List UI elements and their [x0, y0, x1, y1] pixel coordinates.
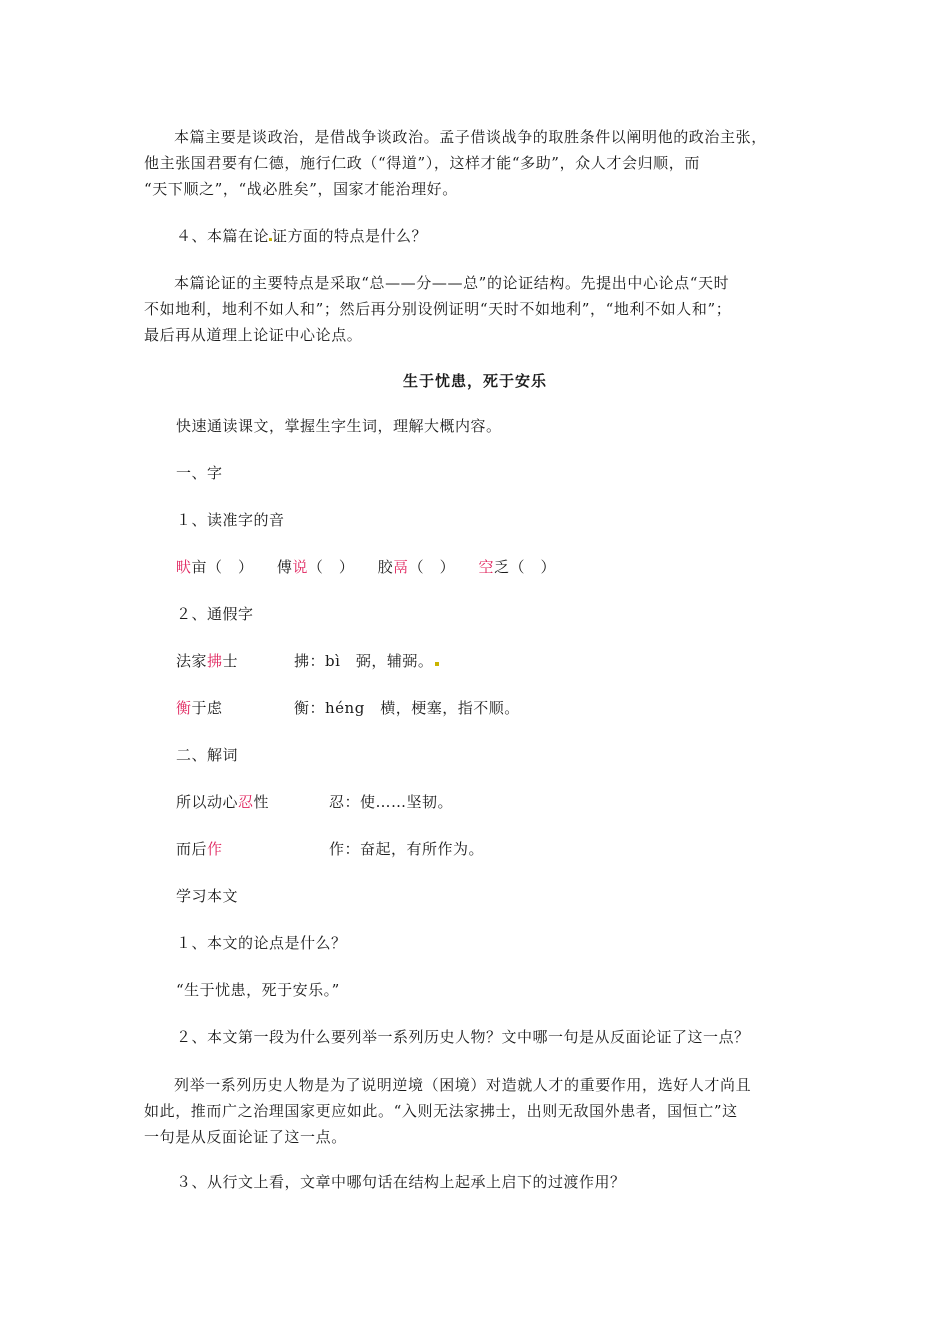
text-line: “天下顺之”，“战必胜矣”，国家才能治理好。 — [144, 180, 458, 198]
question-4-part-b: 证方面的特点是什么？ — [272, 227, 428, 245]
text-line: 最后再从道理上论证中心论点。 — [144, 326, 363, 344]
pron-item-1: 畎亩（ ） — [176, 558, 254, 576]
pron-item-2: 傅说（ ） — [276, 558, 355, 576]
text-line: 一句是从反面论证了这一点。 — [144, 1128, 347, 1146]
pron-item-4: 空乏（ ） — [478, 558, 556, 576]
section-characters: 一、字 — [176, 464, 223, 482]
tongjia-row-2: 衡于虑 — [176, 699, 223, 717]
question-4 — [176, 226, 427, 246]
answer-1: “生于忧患，死于安乐。” — [176, 981, 340, 999]
text-line: 本篇论证的主要特点是采取“总——分——总”的论证结构。先提出中心论点“天时 — [174, 274, 730, 292]
intro-text: 快速通读课文，掌握生字生词，理解大概内容。 — [176, 417, 502, 435]
paragraph-argument-structure — [144, 270, 810, 348]
pron-item-3: 胶鬲（ ） — [377, 558, 456, 576]
word-note-1: 忍：使……坚韧。 — [329, 793, 454, 811]
subsection-pronunciation: １、读准字的音 — [176, 511, 285, 529]
pronunciation-row — [176, 557, 556, 577]
question-2: ２、本文第一段为什么要列举一系列历史人物？文中哪一句是从反面论证了这一点？ — [176, 1028, 750, 1046]
section-title: 生于忧患，死于安乐 — [402, 372, 547, 390]
text-line: 本篇主要是谈政治，是借战争谈政治。孟子借谈战争的取胜条件以阐明他的政治主张， — [174, 128, 767, 146]
word-note-2: 作：奋起，有所作为。 — [329, 840, 485, 858]
word-row-2: 而后作 — [176, 840, 223, 858]
text-line: 他主张国君要有仁德，施行仁政（“得道”），这样才能“多助”，众人才会归顺，而 — [144, 154, 700, 172]
subsection-tongjia: ２、通假字 — [176, 605, 254, 623]
section-word-explanation: 二、解词 — [176, 746, 239, 764]
section-study: 学习本文 — [176, 887, 239, 905]
question-4-part-a: ４、本篇在论 — [176, 227, 270, 245]
tongjia-note-1: 拂：bì 弼，辅弼。 — [294, 651, 439, 671]
text-line: 如此，推而广之治理国家更应如此。“入则无法家拂士，出则无敌国外患者，国恒亡”这 — [144, 1102, 738, 1120]
text-line: 列举一系列历史人物是为了说明逆境（困境）对造就人才的重要作用，选好人才尚且 — [174, 1076, 752, 1094]
word-row-1: 所以动心忍性 — [176, 793, 270, 811]
question-1: １、本文的论点是什么？ — [176, 934, 347, 952]
tongjia-row-1: 法家拂士 — [176, 652, 239, 670]
tongjia-note-2: 衡：héng 横，梗塞，指不顺。 — [294, 699, 520, 717]
paragraph-politics — [144, 124, 810, 202]
text-line: 不如地利，地利不如人和”；然后再分别设例证明“天时不如地利”，“地利不如人和”； — [144, 300, 732, 318]
mark-dot — [435, 662, 439, 666]
question-3: ３、从行文上看，文章中哪句话在结构上起承上启下的过渡作用？ — [176, 1173, 626, 1191]
paragraph-answer-2 — [144, 1072, 810, 1150]
